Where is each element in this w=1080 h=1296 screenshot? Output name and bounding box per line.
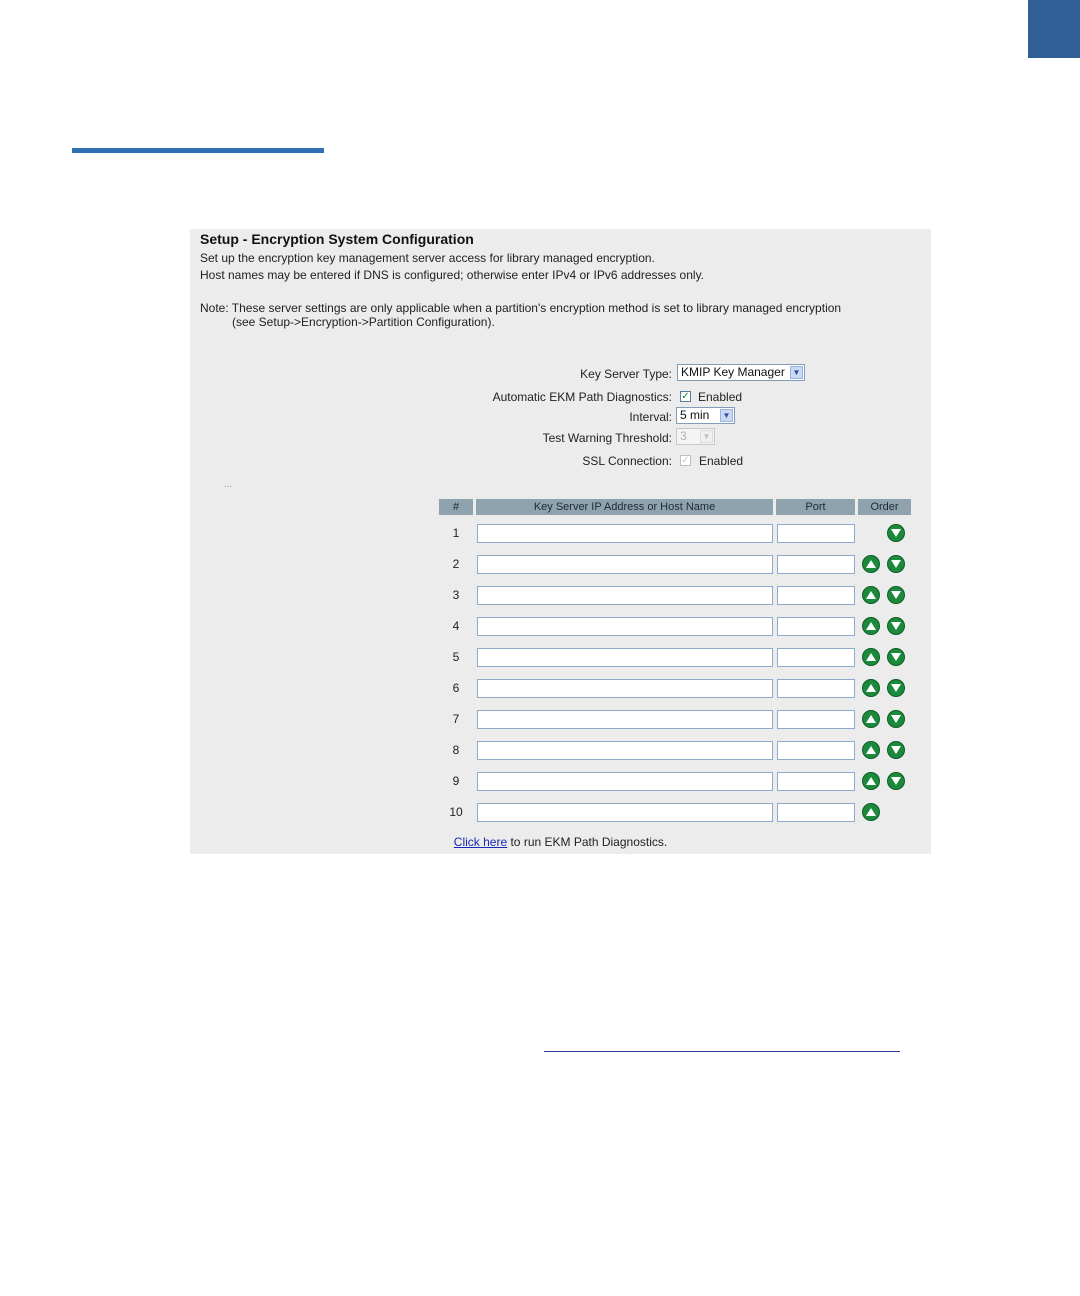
port-input[interactable] xyxy=(777,772,855,791)
table-row xyxy=(438,803,918,823)
table-row xyxy=(438,524,918,544)
move-up-icon[interactable] xyxy=(862,772,880,790)
table-header-number: # xyxy=(439,499,473,515)
row-number: 5 xyxy=(452,650,460,664)
note-text-2: (see Setup->Encryption->Partition Configuration). xyxy=(232,315,495,329)
key-server-address-input[interactable] xyxy=(477,772,773,791)
move-down-icon[interactable] xyxy=(887,648,905,666)
move-up-icon[interactable] xyxy=(862,803,880,821)
key-server-address-input[interactable] xyxy=(477,648,773,667)
chevron-down-icon: ▼ xyxy=(720,409,733,422)
key-server-type-label: Key Server Type: xyxy=(580,367,672,381)
key-server-address-input[interactable] xyxy=(477,586,773,605)
move-up-icon[interactable] xyxy=(862,617,880,635)
page-corner-tab xyxy=(1028,0,1080,58)
ellipsis-marker: ... xyxy=(224,479,233,490)
row-number: 8 xyxy=(452,743,460,757)
table-row xyxy=(438,648,918,668)
move-down-icon[interactable] xyxy=(887,586,905,604)
ssl-checkbox[interactable]: ✓ xyxy=(681,455,690,466)
key-server-address-input[interactable] xyxy=(477,803,773,822)
port-input[interactable] xyxy=(777,555,855,574)
move-down-icon[interactable] xyxy=(887,555,905,573)
key-server-address-input[interactable] xyxy=(477,617,773,636)
interval-select[interactable] xyxy=(676,407,735,424)
encryption-config-panel xyxy=(190,229,931,854)
row-number: 3 xyxy=(452,588,460,602)
table-header-port: Port xyxy=(776,499,855,515)
row-number: 2 xyxy=(452,557,460,571)
move-down-icon[interactable] xyxy=(887,617,905,635)
port-input[interactable] xyxy=(777,741,855,760)
table-row xyxy=(438,586,918,606)
row-number: 10 xyxy=(449,805,463,819)
table-row xyxy=(438,555,918,575)
key-server-address-input[interactable] xyxy=(477,679,773,698)
row-number: 9 xyxy=(452,774,460,788)
port-input[interactable] xyxy=(777,803,855,822)
port-input[interactable] xyxy=(777,617,855,636)
ssl-label: SSL Connection: xyxy=(582,454,672,468)
row-number: 6 xyxy=(452,681,460,695)
table-header-address: Key Server IP Address or Host Name xyxy=(476,499,773,515)
page-title: Setup - Encryption System Configuration xyxy=(200,231,474,247)
intro-text-2: Host names may be entered if DNS is configured; otherwise enter IPv4 or IPv6 addresses only. xyxy=(200,268,705,282)
diagnostics-footer-text: to run EKM Path Diagnostics. xyxy=(507,835,668,849)
table-row xyxy=(438,679,918,699)
link-underline-rule xyxy=(544,1051,900,1052)
port-input[interactable] xyxy=(777,586,855,605)
key-server-address-input[interactable] xyxy=(477,710,773,729)
move-up-icon[interactable] xyxy=(862,555,880,573)
key-server-address-input[interactable] xyxy=(477,741,773,760)
note-text-1: Note: These server settings are only applicable when a partition's encryption method is set to library managed encryption xyxy=(200,301,842,315)
threshold-value: 3 xyxy=(680,429,687,443)
row-number: 4 xyxy=(452,619,460,633)
threshold-label: Test Warning Threshold: xyxy=(542,431,672,445)
move-up-icon[interactable] xyxy=(862,586,880,604)
key-server-address-input[interactable] xyxy=(477,555,773,574)
row-number: 7 xyxy=(452,712,460,726)
move-down-icon[interactable] xyxy=(887,741,905,759)
move-down-icon[interactable] xyxy=(887,679,905,697)
move-down-icon[interactable] xyxy=(887,524,905,542)
ekm-diag-label: Automatic EKM Path Diagnostics: xyxy=(492,390,672,404)
move-down-icon[interactable] xyxy=(887,710,905,728)
key-server-address-input[interactable] xyxy=(477,524,773,543)
key-server-type-value: KMIP Key Manager xyxy=(681,365,785,379)
table-row xyxy=(438,741,918,761)
interval-label: Interval: xyxy=(629,410,672,424)
ekm-diag-checkbox[interactable]: ✓ xyxy=(681,391,690,402)
row-number: 1 xyxy=(452,526,460,540)
table-row xyxy=(438,710,918,730)
section-rule xyxy=(72,148,324,153)
port-input[interactable] xyxy=(777,648,855,667)
chevron-down-icon: ▼ xyxy=(790,366,803,379)
ssl-checkbox-label: Enabled xyxy=(699,454,744,468)
table-row xyxy=(438,772,918,792)
table-row xyxy=(438,617,918,637)
move-up-icon[interactable] xyxy=(862,710,880,728)
intro-text-1: Set up the encryption key management server access for library managed encryption. xyxy=(200,251,655,265)
ekm-diag-checkbox-label: Enabled xyxy=(698,390,743,404)
move-down-icon[interactable] xyxy=(887,772,905,790)
table-header-order: Order xyxy=(858,499,911,515)
port-input[interactable] xyxy=(777,524,855,543)
diagnostics-footer xyxy=(190,835,931,849)
threshold-select[interactable] xyxy=(676,428,715,445)
key-server-type-select[interactable] xyxy=(677,364,805,381)
interval-value: 5 min xyxy=(680,408,710,422)
port-input[interactable] xyxy=(777,679,855,698)
run-diagnostics-link[interactable]: Click here xyxy=(453,835,508,849)
move-up-icon[interactable] xyxy=(862,648,880,666)
port-input[interactable] xyxy=(777,710,855,729)
move-up-icon[interactable] xyxy=(862,741,880,759)
move-up-icon[interactable] xyxy=(862,679,880,697)
chevron-down-icon: ▼ xyxy=(700,430,713,443)
